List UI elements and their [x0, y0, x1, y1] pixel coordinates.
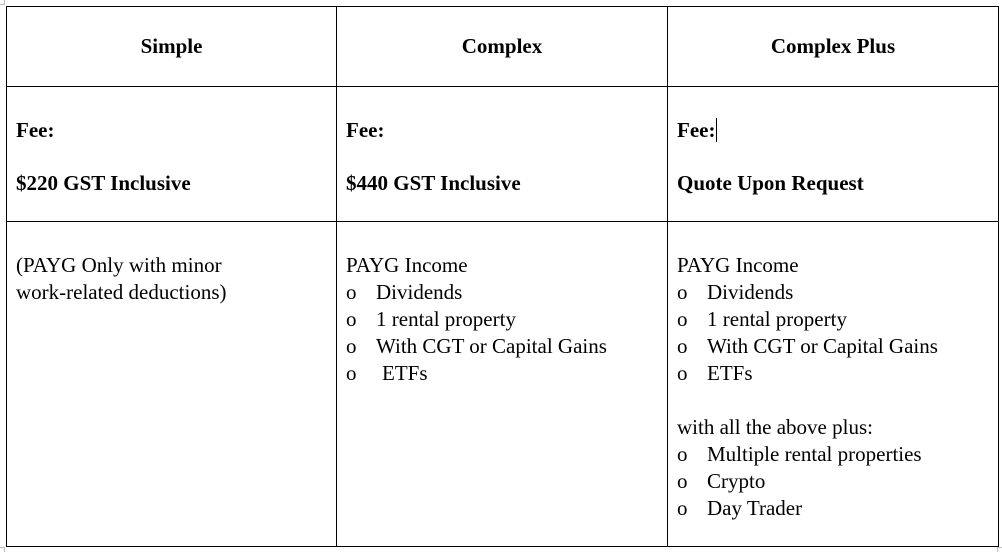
bullet-icon: o: [346, 307, 357, 331]
detail-line: work-related deductions): [16, 280, 227, 304]
bullet-icon: o: [346, 334, 357, 358]
header-complex[interactable]: Complex: [337, 7, 668, 87]
bullet-icon: o: [677, 307, 688, 331]
list-item: [677, 495, 998, 522]
header-simple[interactable]: Simple: [7, 7, 337, 87]
fee-label-text: Fee:: [677, 118, 716, 142]
blank-line: [677, 143, 998, 170]
fee-label: Fee:: [16, 118, 55, 142]
blank-line: [346, 143, 667, 170]
fee-value: $220 GST Inclusive: [16, 171, 191, 195]
list-item: [346, 279, 667, 306]
fee-label-with-caret: [677, 117, 998, 143]
list-item-text: With CGT or Capital Gains: [707, 334, 938, 358]
fee-cell-complex[interactable]: [337, 87, 668, 222]
bullet-icon: o: [677, 361, 688, 385]
bullet-icon: o: [346, 280, 357, 304]
blank-line: [677, 387, 998, 414]
details-cell-complex-plus[interactable]: [668, 222, 999, 547]
bullet-icon: o: [677, 280, 688, 304]
fee-cell-complex-plus[interactable]: [668, 87, 999, 222]
list-item-text: With CGT or Capital Gains: [376, 334, 607, 358]
fee-row: [7, 87, 999, 222]
fee-value: Quote Upon Request: [677, 171, 864, 195]
bullet-icon: o: [346, 361, 357, 385]
list-item: [677, 333, 998, 360]
list-item-text: Crypto: [707, 469, 766, 493]
blank-line: [16, 143, 336, 170]
bullet-icon: o: [677, 469, 688, 493]
list-item-text: 1 rental property: [707, 307, 847, 331]
list-item: [677, 360, 998, 387]
detail-subheading: with all the above plus:: [677, 415, 873, 439]
bullet-icon: o: [677, 442, 688, 466]
list-item: [346, 333, 667, 360]
list-item-text: ETFs: [707, 361, 753, 385]
page-corner-mark-top-left: [0, 0, 5, 5]
fee-label: Fee:: [346, 118, 385, 142]
fee-value: $440 GST Inclusive: [346, 171, 521, 195]
list-item: [677, 279, 998, 306]
detail-heading: PAYG Income: [677, 253, 799, 277]
page-corner-mark-bottom-right: [997, 547, 1002, 552]
list-item-text: Dividends: [376, 280, 463, 304]
detail-heading: PAYG Income: [346, 253, 468, 277]
list-item-text: Day Trader: [707, 496, 803, 520]
list-item: [677, 468, 998, 495]
page-corner-mark-bottom-left: [0, 547, 5, 552]
text-cursor: [716, 118, 717, 142]
bullet-icon: o: [677, 496, 688, 520]
list-item: [677, 306, 998, 333]
bullet-icon: o: [677, 334, 688, 358]
header-complex-plus[interactable]: Complex Plus: [668, 7, 999, 87]
list-item-text: 1 rental property: [376, 307, 516, 331]
list-item: [677, 441, 998, 468]
list-item: [346, 360, 667, 387]
fee-cell-simple[interactable]: [7, 87, 337, 222]
list-item-text: ETFs: [382, 361, 428, 385]
fee-comparison-table: [6, 6, 999, 547]
details-cell-complex[interactable]: [337, 222, 668, 547]
details-cell-simple[interactable]: [7, 222, 337, 547]
list-item: [346, 306, 667, 333]
list-item-text: Dividends: [707, 280, 794, 304]
table-header-row: [7, 7, 999, 87]
details-row: [7, 222, 999, 547]
detail-line: (PAYG Only with minor: [16, 253, 222, 277]
list-item-text: Multiple rental properties: [707, 442, 922, 466]
